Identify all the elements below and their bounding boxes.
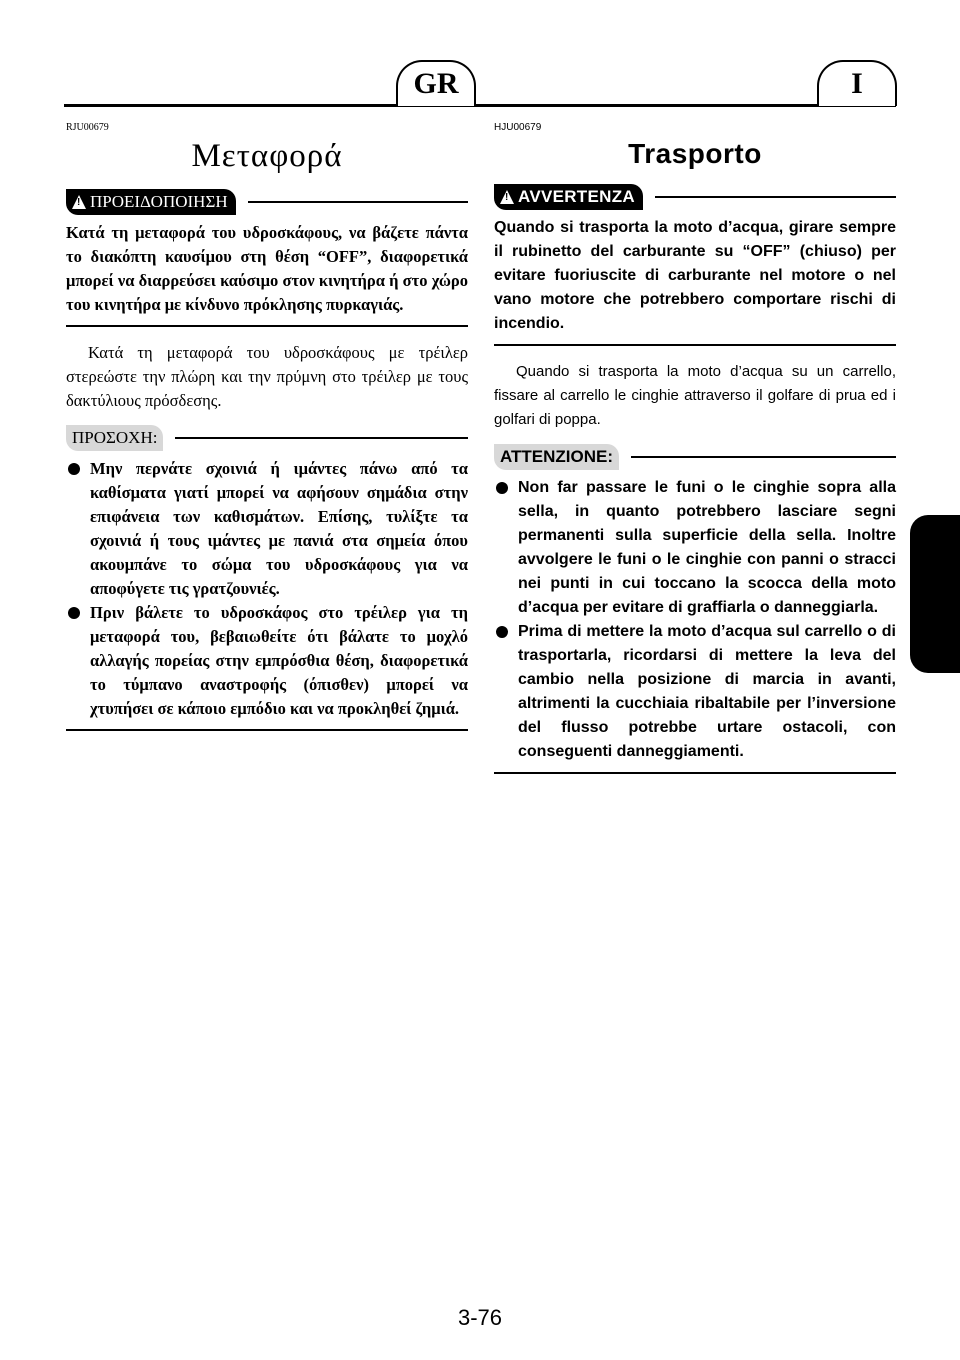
section-tab xyxy=(910,515,960,673)
warning-badge xyxy=(494,184,643,210)
body-paragraph: Κατά τη μεταφορά του υδροσκάφους με τρέιλερ στερεώστε την πλώρη και την πρύμνη στο τρέιλερ με τους δακτύλιους πρόσδεσης. xyxy=(66,343,468,410)
italian-column xyxy=(494,122,896,774)
bullet-icon xyxy=(496,626,508,638)
body-paragraph: Quando si trasporta la moto d’acqua su un carrello, fissare al carrello le cinghie attraverso il golfare di prua ed i golfari di poppa. xyxy=(494,363,896,428)
warning-header xyxy=(66,187,468,217)
bullet-icon xyxy=(68,607,80,619)
list-item xyxy=(494,620,896,764)
language-badge-gr: GR xyxy=(396,60,476,106)
caution-header xyxy=(494,442,896,472)
bullet-icon xyxy=(496,482,508,494)
greek-column xyxy=(66,122,468,731)
warning-badge xyxy=(66,189,236,215)
caution-list xyxy=(66,457,468,731)
list-item xyxy=(66,457,468,601)
list-item xyxy=(494,476,896,620)
language-badge-i: I xyxy=(817,60,897,106)
page-number: 3-76 xyxy=(457,1305,503,1330)
caution-label: ΠΡΟΣΟΧΗ: xyxy=(66,425,163,451)
caution-list xyxy=(494,476,896,774)
warning-label: ΠΡΟΕΙΔΟΠΟΙΗΣΗ xyxy=(90,192,228,211)
list-item-text: Prima di mettere la moto d’acqua sul carrello o di trasportarla, ricordarsi di mettere la leva del cambio nella posizione di marcia in avanti, altrimenti la cucchiaia ribaltabile per l’inversione del flusso potrebbe urtare ostacoli, con conseguenti danneggiamenti. xyxy=(518,623,896,760)
warning-header xyxy=(494,182,896,212)
list-item-text: Non far passare le funi o le cinghie sopra alla sella, in quanto potrebbero lasciare segni permanenti sulla superficie della sella. Inoltre avvolgere le funi o le cinghie con panni o stracci nei punti in cui toccano la scocca della moto d’acqua per evitare di graffiarla o danneggiarla. xyxy=(518,479,896,616)
section-code: RJU00679 xyxy=(66,122,109,133)
caution-rule xyxy=(631,456,896,458)
list-item-text: Μην περνάτε σχοινιά ή ιμάντες πάνω από τα καθίσματα γιατί μπορεί να αφήσουν σημάδια στην επιφάνεια των καθισμάτων. Επίσης, τυλίξτε τα σχοινιά ή τους ιμάντες με πανιά στα σημεία όπου ακουμπάνε το σώμα του υδροσκάφους για να αποφύγετε τις γρατζουνιές. xyxy=(90,459,468,598)
warning-rule xyxy=(248,201,468,203)
warning-text: Quando si trasporta la moto d’acqua, girare sempre il rubinetto del carburante su “OFF” (chiuso) per evitare fuoriuscite di carburante nel motore o nel vano motore che potrebbero comportare rischi di incendio. xyxy=(494,216,896,346)
section-code: HJU00679 xyxy=(494,122,542,133)
warning-text: Κατά τη μεταφορά του υδροσκάφους, να βάζετε πάντα το διακόπτη καυσίμου στη θέση “OFF”, διαφορετικά μπορεί να διαρρεύσει καύσιμο στον κινητήρα ή στο χώρο του κινητήρα με κίνδυνο πρόκλησης πυρκαγιάς. xyxy=(66,221,468,327)
caution-label: ATTENZIONE: xyxy=(494,444,619,470)
warning-label: AVVERTENZA xyxy=(518,187,635,206)
list-item-text: Πριν βάλετε το υδροσκάφος στο τρέιλερ για τη μεταφορά του, βεβαιωθείτε ότι βάλατε το μοχλό αλλαγής πορείας στην εμπρόσθια θέση, διαφορετικά το τύμπανο αναστροφής (όπισθεν) μπορεί να χτυπήσει σε κάποιο εμπόδιο και να προκληθεί ζημιά. xyxy=(90,603,468,718)
warning-triangle-icon xyxy=(72,195,86,209)
warning-rule xyxy=(655,196,896,198)
caution-header xyxy=(66,423,468,453)
caution-rule xyxy=(175,437,468,439)
section-title: Μεταφορά xyxy=(191,138,343,174)
warning-triangle-icon xyxy=(500,190,514,204)
section-title: Trasporto xyxy=(628,138,762,169)
bullet-icon xyxy=(68,463,80,475)
header-rule xyxy=(64,104,896,107)
list-item xyxy=(66,601,468,721)
